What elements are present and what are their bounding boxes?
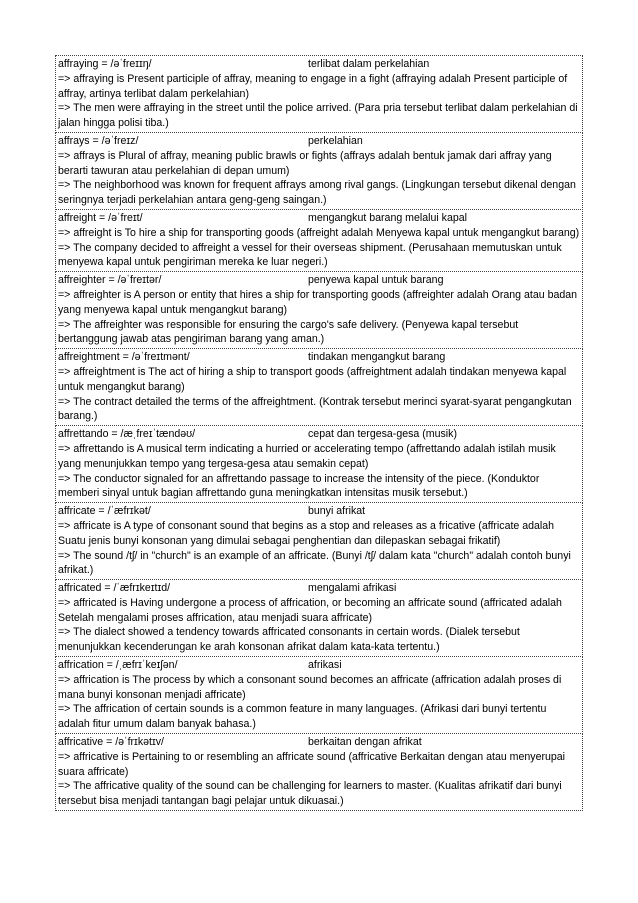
dictionary-entry (55, 656, 583, 734)
dictionary-entry (55, 209, 583, 272)
dictionary-entry (55, 733, 583, 811)
entry-term: affricated = /ˈæfrɪkeɪtɪd/ (58, 582, 171, 595)
entry-translation: mengalami afrikasi (308, 582, 397, 595)
entry-definition: => affricate is A type of consonant sound that begins as a stop and releases as a fricative (affricate adalah Suatu jenis bunyi konsonan yang dimulai sebagai penghentian dan dilepaskan sebagai frikatif) (58, 519, 555, 547)
entry-headline (58, 658, 580, 673)
entry-headline (58, 735, 580, 750)
entry-example: => The neighborhood was known for frequent affrays among rival gangs. (Lingkungan tersebut dikenal dengan seringnya terjadi perkelahian antara geng-geng saingan.) (58, 179, 576, 207)
entry-definition: => affrication is The process by which a consonant sound becomes an affricate (affrication adalah proses di mana bunyi konsonan menjadi affricate) (58, 673, 562, 701)
dictionary-entry (55, 502, 583, 580)
entry-definition: => affreighter is A person or entity that hires a ship for transporting goods (affreighter adalah Orang atau badan yang menyewa kapal untuk mengangkut barang) (58, 288, 578, 316)
entry-definition: => affraying is Present participle of affray, meaning to engage in a fight (affraying adalah Present participle of affray, artinya terlibat dalam perkelahian) (58, 72, 568, 100)
entry-headline (58, 134, 580, 149)
entry-headline (58, 57, 580, 72)
entry-translation: perkelahian (308, 134, 363, 147)
entry-headline (58, 427, 580, 442)
entry-headline (58, 211, 580, 226)
entry-headline (58, 273, 580, 288)
entry-headline (58, 350, 580, 365)
entry-headline (58, 581, 580, 596)
entry-definition: => affrettando is A musical term indicating a hurried or accelerating tempo (affrettando adalah istilah musik yang menunjukkan tempo yang tergesa-gesa atau semakin cepat) (58, 442, 556, 470)
entry-translation: afrikasi (308, 659, 342, 672)
entry-headline (58, 504, 580, 519)
entry-definition: => affricative is Pertaining to or resembling an affricate sound (affricative Berkaitan dengan atau menyerupai suara affricate) (58, 750, 566, 778)
entry-example: => The affreighter was responsible for ensuring the cargo's safe delivery. (Penyewa kapal tersebut bertanggung jawab atas pengiriman barang yang aman.) (58, 318, 519, 346)
entry-translation: terlibat dalam perkelahian (308, 58, 430, 70)
dictionary-entry (55, 271, 583, 349)
dictionary-entry (55, 55, 583, 133)
entry-term: affreighter = /əˈfreɪtər/ (58, 274, 162, 287)
entry-example: => The dialect showed a tendency towards affricated consonants in certain words. (Dialek tersebut menunjukkan kecenderungan ke arah konsonan afrikat dalam kata-kata tertentu.) (58, 626, 520, 654)
dictionary-entry (55, 348, 583, 426)
entry-term: affricative = /əˈfrɪkətɪv/ (58, 736, 164, 749)
entry-example: => The conductor signaled for an affrettando passage to increase the intensity of the piece. (Konduktor memberi sinyal untuk bagian affrettando guna meningkatkan intensitas musik tersebut.) (58, 472, 540, 500)
entry-definition: => affreight is To hire a ship for transporting goods (affreight adalah Menyewa kapal untuk mengangkut barang) (58, 226, 580, 239)
entry-definition: => affrays is Plural of affray, meaning public brawls or fights (affrays adalah bentuk jamak dari affray yang berarti tawuran atau perkelahian di depan umum) (58, 149, 552, 177)
entry-translation: mengangkut barang melalui kapal (308, 211, 468, 224)
entry-translation: tindakan mengangkut barang (308, 351, 446, 364)
entry-term: affrication = /ˌæfrɪˈkeɪʃən/ (58, 659, 178, 672)
entry-translation: berkaitan dengan afrikat (308, 736, 422, 749)
entry-example: => The sound /tʃ/ in "church" is an example of an affricate. (Bunyi /tʃ/ dalam kata "church" adalah contoh bunyi afrikat.) (58, 549, 571, 577)
entry-example: => The affrication of certain sounds is a common feature in many languages. (Afrikasi dari bunyi tertentu adalah fitur umum dalam banyak bahasa.) (58, 703, 547, 731)
entry-example: => The men were affraying in the street until the police arrived. (Para pria tersebut terlibat dalam perkelahian di jalan hingga polisi tiba.) (58, 102, 578, 130)
entry-definition: => affreightment is The act of hiring a ship to transport goods (affreightment adalah tindakan menyewa kapal untuk mengangkut barang) (58, 365, 567, 393)
entry-term: affrettando = /æˌfreɪˈtændəʊ/ (58, 428, 196, 441)
entry-translation: bunyi afrikat (308, 505, 366, 518)
entry-translation: cepat dan tergesa-gesa (musik) (308, 428, 457, 441)
entry-term: affreightment = /əˈfreɪtmənt/ (58, 351, 190, 364)
dictionary-entry (55, 425, 583, 503)
entry-term: affricate = /ˈæfrɪkət/ (58, 505, 151, 518)
dictionary-entry (55, 579, 583, 657)
dictionary-list (55, 56, 583, 811)
entry-term: affraying = /əˈfreɪɪŋ/ (58, 58, 152, 70)
entry-translation: penyewa kapal untuk barang (308, 274, 444, 287)
entry-example: => The affricative quality of the sound can be challenging for learners to master. (Kualitas afrikatif dari bunyi tersebut bisa menjadi tantangan bagi pelajar untuk dikuasai.) (58, 780, 562, 808)
entry-example: => The contract detailed the terms of the affreightment. (Kontrak tersebut merinci syarat-syarat pengangkutan barang.) (58, 395, 572, 423)
dictionary-entry (55, 132, 583, 210)
entry-term: affrays = /əˈfreɪz/ (58, 134, 139, 147)
entry-example: => The company decided to affreight a vessel for their overseas shipment. (Perusahaan memutuskan untuk menyewa kapal untuk pengiriman mereka ke luar negeri.) (58, 241, 562, 269)
entry-definition: => affricated is Having undergone a process of affrication, or becoming an affricate sound (affricated adalah Setelah mengalami proses affrication, atau menjadi suara affricate) (58, 596, 562, 624)
entry-term: affreight = /əˈfreɪt/ (58, 211, 143, 224)
